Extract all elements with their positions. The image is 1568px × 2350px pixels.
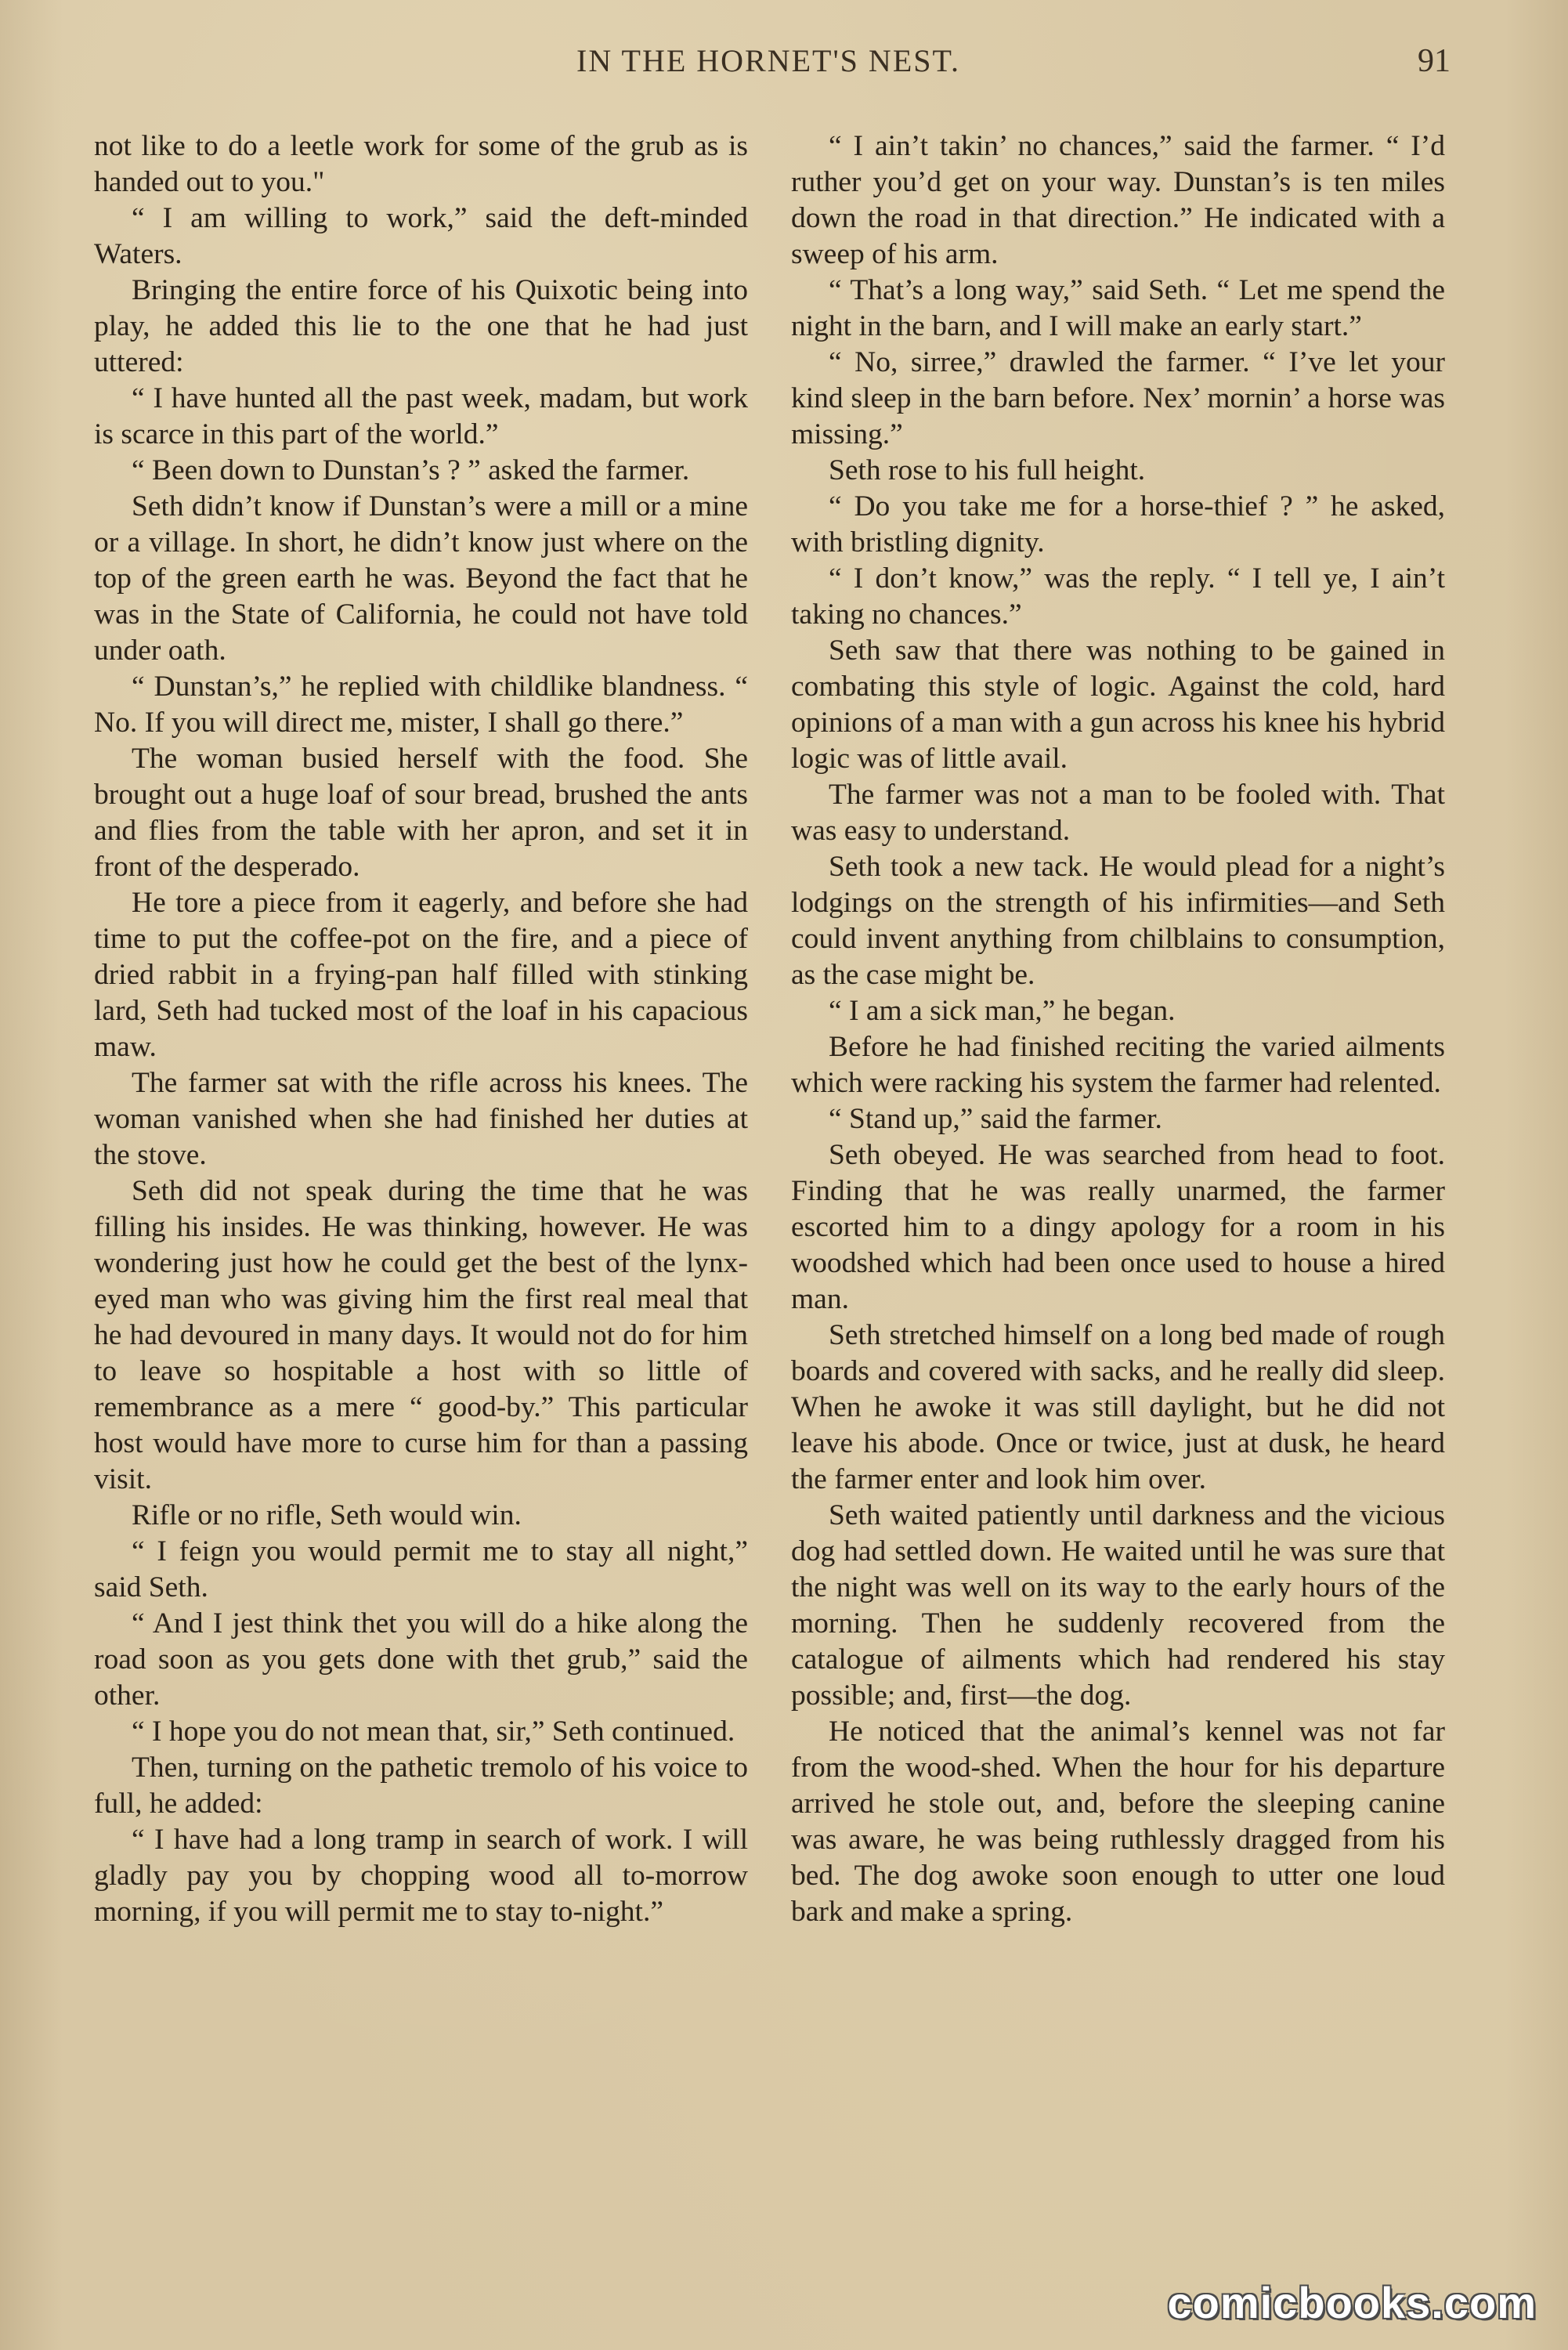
paragraph: Rifle or no rifle, Seth would win.: [132, 1499, 522, 1531]
page-header: [86, 42, 1451, 89]
paragraph: Seth did not speak during the time that he was filling his insides. He was thinking, however. He was wondering just how he could get the best of the lynx-eyed man who was giving him the first real meal that he had devoured in many days. It would not do for him to leave so hospitable a host with so little of remembrance as a mere “ good-by.” This particular host would have more to curse him for than a passing visit.: [94, 1175, 748, 1495]
paragraph: Seth didn’t know if Dunstan’s were a mill or a mine or a village. In short, he didn’t know just where on the top of the green earth he was. Beyond the fact that he was in the State of California, he could not have told under oath.: [94, 490, 748, 667]
paragraph: The farmer sat with the rifle across his knees. The woman vanished when she had finished her duties at the stove.: [94, 1067, 748, 1171]
paragraph: “ I feign you would permit me to stay all night,” said Seth.: [94, 1535, 748, 1603]
page-number: 91: [1418, 43, 1451, 79]
right-column: [791, 128, 1445, 1930]
paragraph: Seth took a new tack. He would plead for a night’s lodgings on the strength of his infirmities—and Seth could invent anything from chilblains to consumption, as the case might be.: [791, 851, 1445, 991]
paragraph: Seth stretched himself on a long bed made of rough boards and covered with sacks, and he really did sleep. When he awoke it was still daylight, but he did not leave his abode. Once or twice, just at dusk, he heard the farmer enter and look him over.: [791, 1319, 1445, 1495]
running-head: IN THE HORNET'S NEST.: [576, 43, 960, 78]
paragraph: “ I don’t know,” was the reply. “ I tell ye, I ain’t taking no chances.”: [791, 562, 1445, 631]
paragraph: He tore a piece from it eagerly, and before she had time to put the coffee-pot on the fire, and a piece of dried rabbit in a frying-pan half filled with stinking lard, Seth had tucked most of the loaf in his capacious maw.: [94, 887, 748, 1063]
paragraph: “ I am a sick man,” he began.: [829, 995, 1176, 1027]
paragraph: “ That’s a long way,” said Seth. “ Let me spend the night in the barn, and I will make an early start.”: [791, 274, 1445, 342]
paragraph: Bringing the entire force of his Quixotic being into play, he added this lie to the one that he had just uttered:: [94, 274, 748, 378]
paragraph: “ Stand up,” said the farmer.: [829, 1103, 1162, 1135]
paragraph: “ I have had a long tramp in search of work. I will gladly pay you by chopping wood all to-morrow morning, if you will permit me to stay to-night.”: [94, 1824, 748, 1928]
paragraph: He noticed that the animal’s kennel was not far from the wood-shed. When the hour for his departure arrived he stole out, and, before the sleeping canine was aware, he was being ruthlessly dragged from his bed. The dog awoke soon enough to utter one loud bark and make a spring.: [791, 1716, 1445, 1928]
paragraph: “ I hope you do not mean that, sir,” Seth continued.: [132, 1716, 735, 1748]
paragraph: “ I am willing to work,” said the deft-minded Waters.: [94, 202, 748, 270]
paragraph: Seth rose to his full height.: [829, 454, 1146, 486]
paragraph: Seth obeyed. He was searched from head to foot. Finding that he was really unarmed, the farmer escorted him to a dingy apology for a room in his woodshed which had been once used to house a hired man.: [791, 1139, 1445, 1315]
site-watermark: comicbooks.com: [1167, 2278, 1537, 2327]
paragraph: The farmer was not a man to be fooled with. That was easy to understand.: [791, 779, 1445, 847]
paragraph: “ No, sirree,” drawled the farmer. “ I’ve let your kind sleep in the barn before. Nex’ mornin’ a horse was missing.”: [791, 346, 1445, 450]
paragraph: Seth waited patiently until darkness and the vicious dog had settled down. He waited until he was sure that the night was well on its way to the early hours of the morning. Then he suddenly recovered from the catalogue of ailments which had rendered his stay possible; and, first—the dog.: [791, 1499, 1445, 1712]
paragraph: Seth saw that there was nothing to be gained in combating this style of logic. Against the cold, hard opinions of a man with a gun across his knee his hybrid logic was of little avail.: [791, 634, 1445, 775]
paragraph: “ I have hunted all the past week, madam, but work is scarce in this part of the world.”: [94, 382, 748, 450]
paragraph: The woman busied herself with the food. She brought out a huge loaf of sour bread, brushed the ants and flies from the table with her apron, and set it in front of the desperado.: [94, 743, 748, 883]
paragraph: not like to do a leetle work for some of the grub as is handed out to you.": [94, 130, 748, 198]
paragraph: “ Do you take me for a horse-thief ? ” he asked, with bristling dignity.: [791, 490, 1445, 559]
paragraph: “ Dunstan’s,” he replied with childlike blandness. “ No. If you will direct me, mister, I shall go there.”: [94, 671, 748, 739]
paragraph: “ Been down to Dunstan’s ? ” asked the farmer.: [132, 454, 690, 486]
paragraph: “ I ain’t takin’ no chances,” said the farmer. “ I’d ruther you’d get on your way. Dunstan’s is ten miles down the road in that direction.” He indicated with a sweep of his arm.: [791, 130, 1445, 270]
paragraph: “ And I jest think thet you will do a hike along the road soon as you gets done with thet grub,” said the other.: [94, 1607, 748, 1712]
left-column: [94, 128, 748, 1930]
paragraph: Then, turning on the pathetic tremolo of his voice to full, he added:: [94, 1752, 748, 1820]
paragraph: Before he had finished reciting the varied ailments which were racking his system the farmer had relented.: [791, 1031, 1445, 1099]
